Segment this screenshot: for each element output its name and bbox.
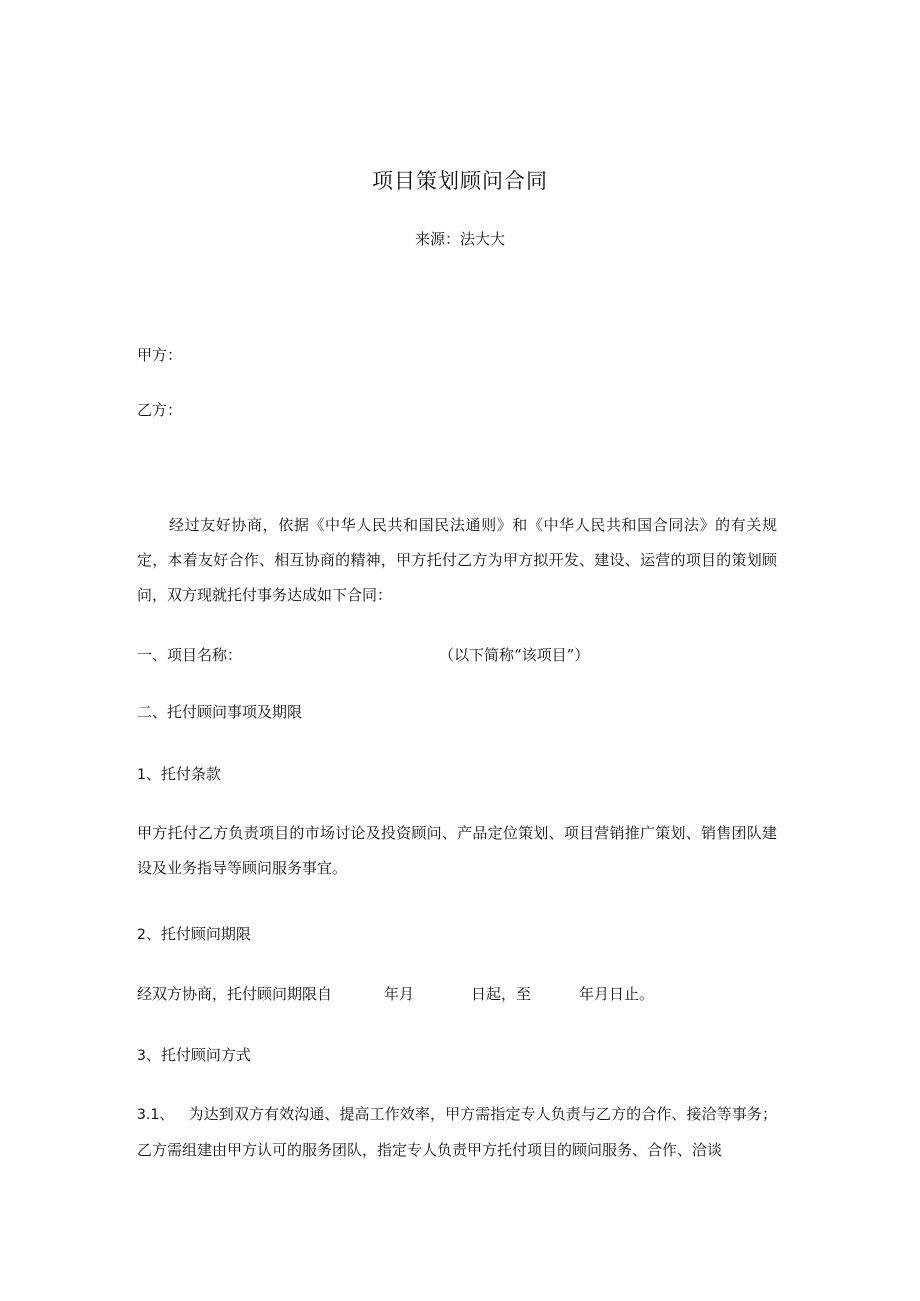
- item-3-number: 3: [137, 1048, 146, 1064]
- item-3-title: 、托付顾问方式: [145, 1046, 251, 1064]
- item-1-body: 甲方托付乙方负责项目的市场讨论及投资顾问、产品定位策划、项目营销推广策划、销售团队建设及业务指导等顾问服务事宜。: [137, 824, 777, 877]
- item-2-number: 2: [137, 927, 146, 943]
- item-3-1-body: 为达到双方有效沟通、提高工作效率，甲方需指定专人负责与乙方的合作、接洽等事务；乙方需组建由甲方认可的服务团队，指定专人负责甲方托付项目的顾问服务、合作、洽谈: [137, 1105, 777, 1159]
- section-1-project-name: [137, 643, 589, 667]
- item-3-heading: [137, 1043, 251, 1068]
- item-2-heading: [137, 922, 251, 947]
- period-part-3: 日起，至: [471, 985, 532, 1003]
- intro-paragraph: 经过友好协商，依据《中华人民共和国民法通则》和《中华人民共和国合同法》的有关规定，本着友好合作、相互协商的精神，甲方托付乙方为甲方拟开发、建设、运营的项目的策划顾问，双方现就托付事务达成如下合同：: [137, 516, 777, 604]
- item-2-period: [137, 982, 654, 1006]
- item-3-1-separator: 、: [159, 1105, 175, 1123]
- item-1-title: 、托付条款: [145, 765, 221, 783]
- document-source: 来源：法大大: [414, 230, 505, 248]
- party-a-label: 甲方：: [137, 346, 183, 364]
- item-1-heading: [137, 762, 221, 787]
- party-b-label: 乙方：: [137, 401, 183, 419]
- period-part-1: 经双方协商，托付顾问期限自: [137, 985, 333, 1003]
- item-3-1-number: 3.1: [137, 1107, 160, 1123]
- document-title: 项目策划顾问合同: [372, 169, 548, 193]
- period-part-4: 年月日止。: [579, 985, 655, 1003]
- project-name-label: 一、项目名称：: [137, 646, 243, 664]
- item-2-title: 、托付顾问期限: [145, 925, 251, 943]
- section-2-heading: 二、托付顾问事项及期限: [137, 703, 303, 721]
- item-3-1-paragraph: [137, 1097, 777, 1168]
- item-1-number: 1: [137, 767, 146, 783]
- period-part-2: 年月: [384, 985, 415, 1003]
- project-name-note: （以下简称“该项目”）: [439, 646, 590, 664]
